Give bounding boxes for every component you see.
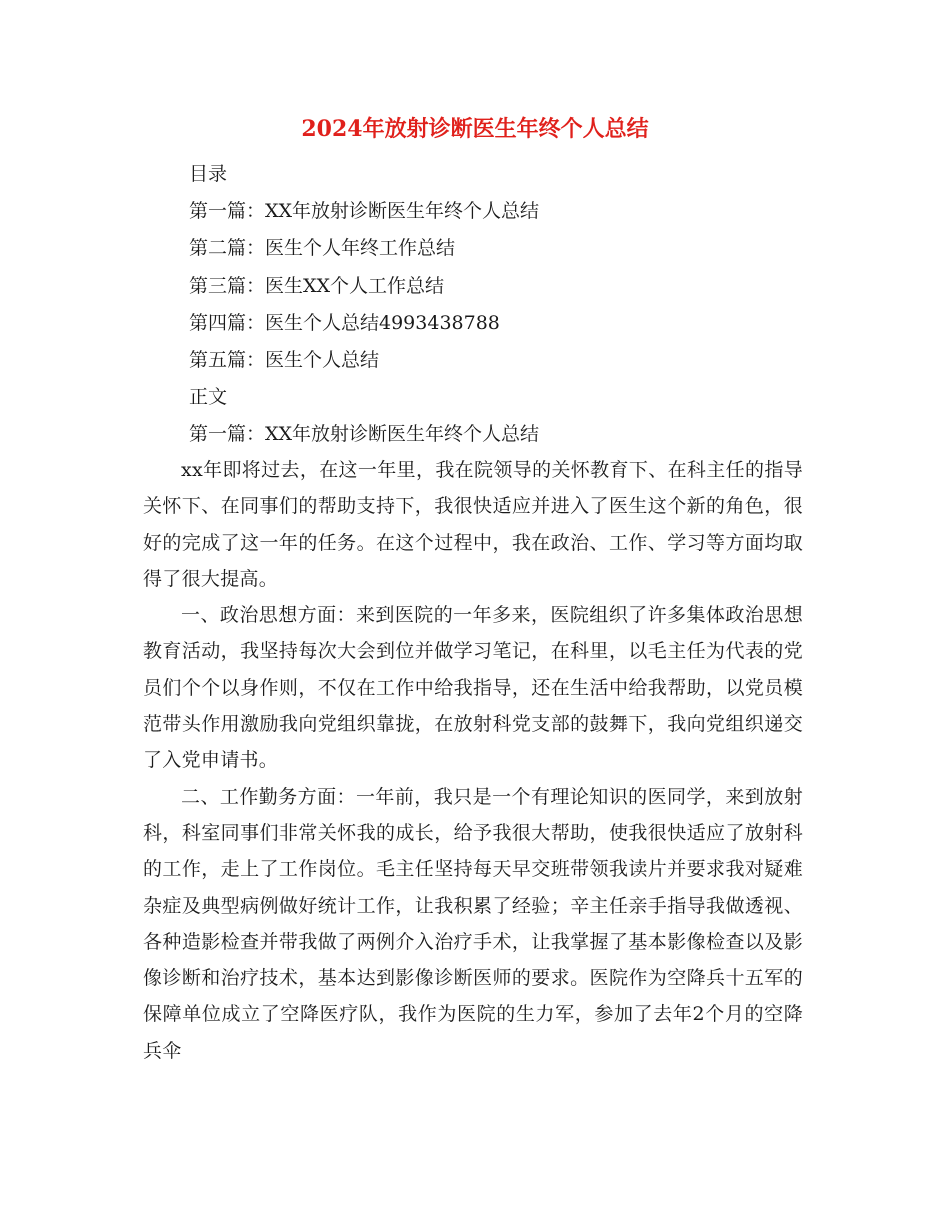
paragraph: xx年即将过去，在这一年里，我在院领导的关怀教育下、在科主任的指导关怀下、在同事们的帮助支持下，我很快适应并进入了医生这个新的角色，很好的完成了这一年的任务。在这个过程中，我在政治、工作、学习等方面均取得了很大提高。 bbox=[143, 459, 803, 590]
document-body bbox=[143, 452, 803, 1069]
document-title: 2024年放射诊断医生年终个人总结 bbox=[301, 116, 649, 142]
toc-item: 第三篇：医生XX个人工作总结 bbox=[189, 274, 445, 297]
toc-heading: 目录 bbox=[189, 163, 228, 185]
body-heading: 正文 bbox=[189, 386, 228, 409]
section-heading: 第一篇：XX年放射诊断医生年终个人总结 bbox=[189, 423, 540, 446]
paragraph: 二、工作勤务方面：一年前，我只是一个有理论知识的医同学，来到放射科，科室同事们非常关怀我的成长，给予我很大帮助，使我很快适应了放射科的工作，走上了工作岗位。毛主任坚持每天早交班带领我读片并要求我对疑难杂症及典型病例做好统计工作，让我积累了经验；辛主任亲手指导我做透视、各种造影检查并带我做了两例介入治疗手术，让我掌握了基本影像检查以及影像诊断和治疗技术，基本达到影像诊断医师的要求。医院作为空降兵十五军的保障单位成立了空降医疗队，我作为医院的生力军，参加了去年2个月的空降兵伞 bbox=[143, 785, 803, 1062]
paragraph: 一、政治思想方面：来到医院的一年多来，医院组织了许多集体政治思想教育活动，我坚持每次大会到位并做学习笔记，在科里，以毛主任为代表的党员们个个以身作则，不仅在工作中给我指导，还在生活中给我帮助，以党员模范带头作用激励我向党组织靠拢，在放射科党支部的鼓舞下，我向党组织递交了入党申请书。 bbox=[143, 604, 803, 772]
toc-item: 第一篇：XX年放射诊断医生年终个人总结 bbox=[189, 200, 540, 223]
toc-item: 第二篇：医生个人年终工作总结 bbox=[189, 237, 456, 260]
toc-item: 第五篇：医生个人总结 bbox=[189, 348, 380, 371]
table-of-contents bbox=[189, 156, 539, 454]
toc-item: 第四篇：医生个人总结4993438788 bbox=[189, 311, 500, 334]
